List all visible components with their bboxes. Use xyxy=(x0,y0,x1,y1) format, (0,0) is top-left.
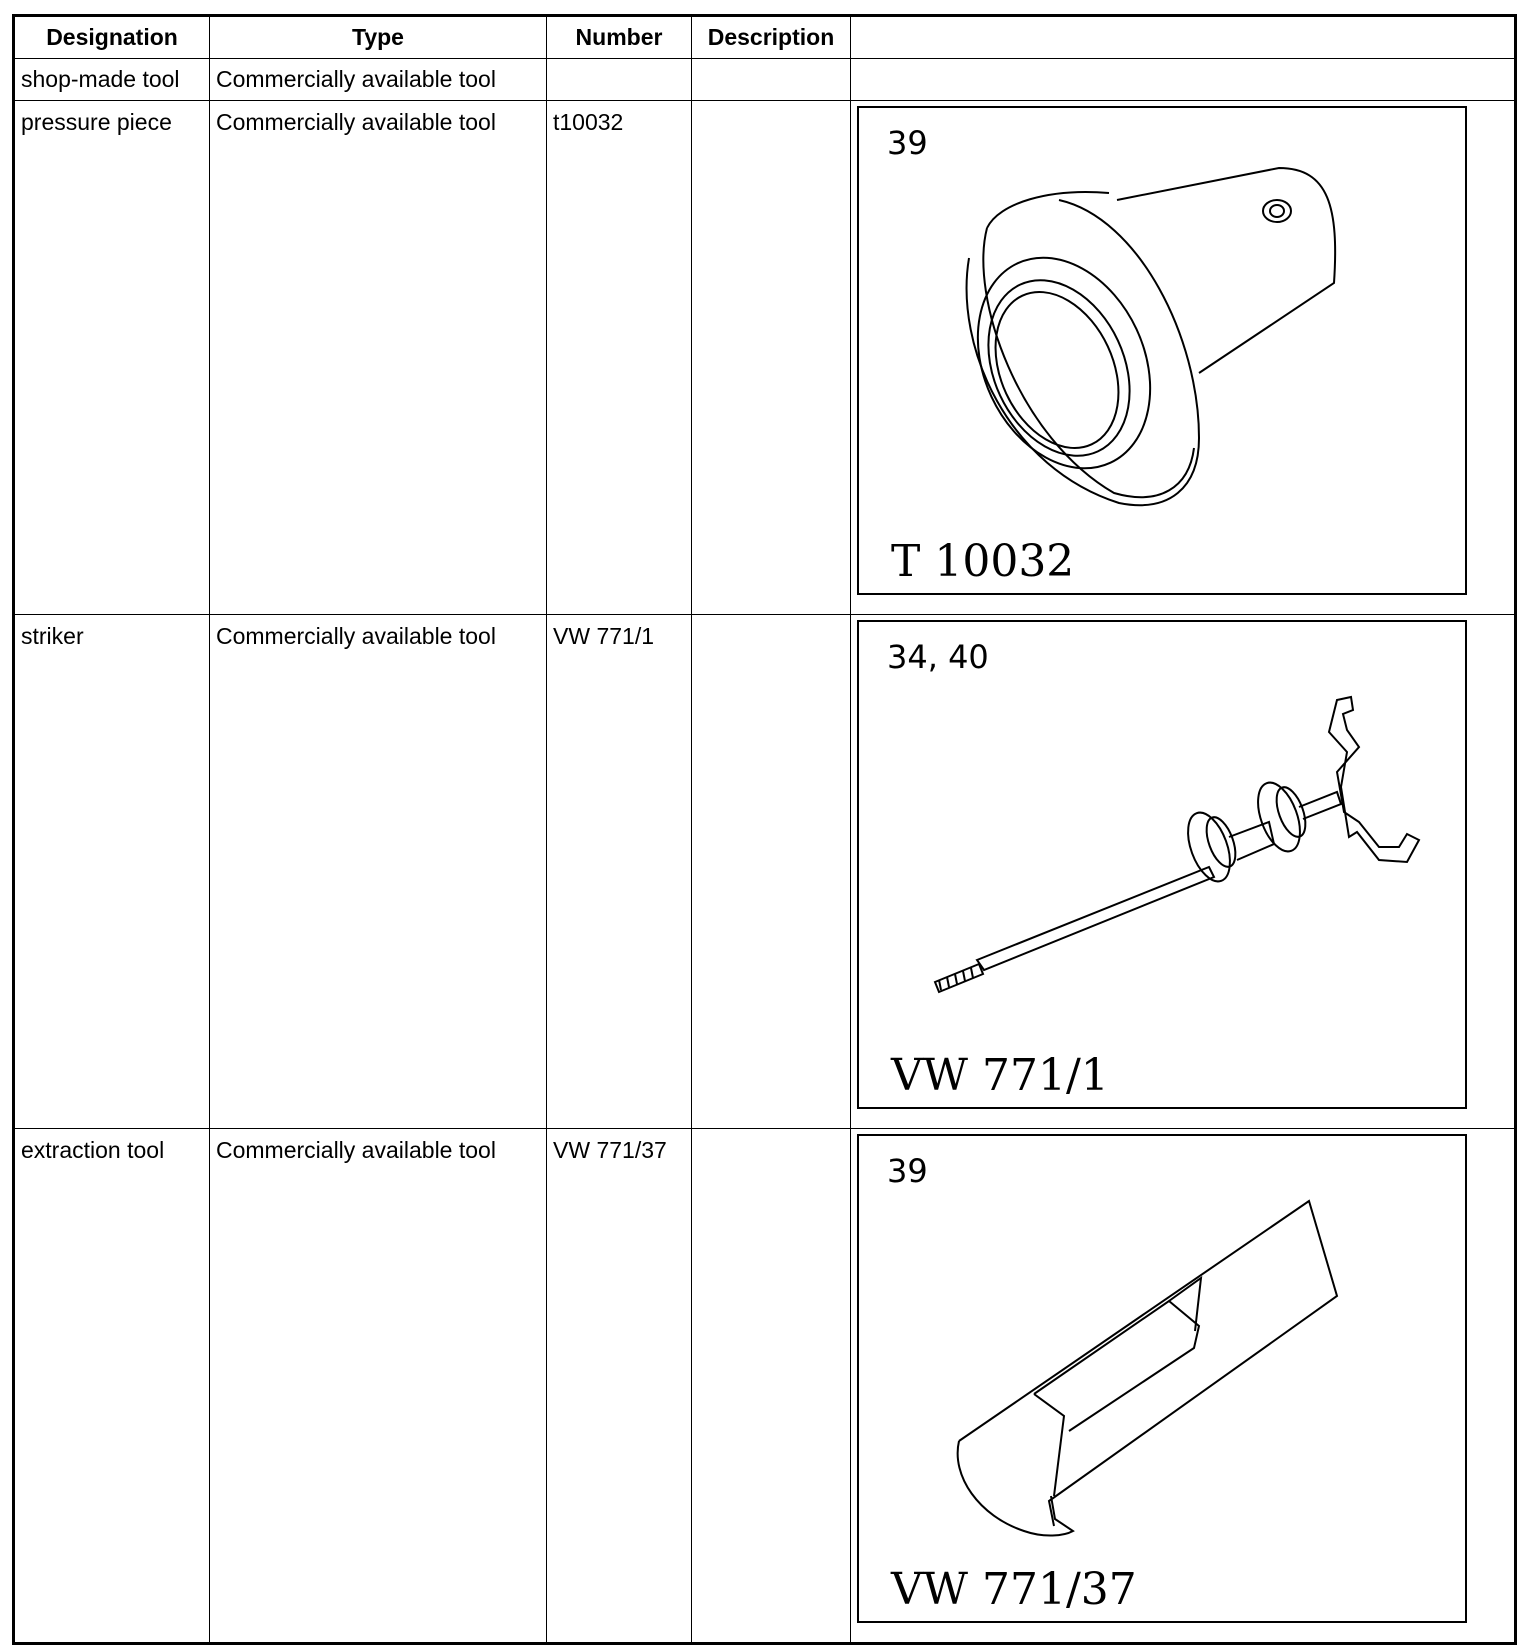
tool-figure xyxy=(857,620,1467,1109)
tool-figure xyxy=(857,106,1467,595)
cell-type: Commercially available tool xyxy=(210,1129,547,1644)
cell-designation: pressure piece xyxy=(14,101,210,615)
figure-bottom-label: VW 771/1 xyxy=(891,1050,1109,1102)
pressure-piece-drawing xyxy=(859,108,1465,593)
cell-figure xyxy=(851,59,1516,101)
cell-description xyxy=(692,615,851,1129)
cell-description xyxy=(692,59,851,101)
table-row xyxy=(14,59,1516,101)
header-designation: Designation xyxy=(14,16,210,59)
table-row xyxy=(14,1129,1516,1644)
cell-type: Commercially available tool xyxy=(210,59,547,101)
extraction-tool-drawing xyxy=(859,1136,1465,1621)
cell-number: VW 771/37 xyxy=(547,1129,692,1644)
cell-figure xyxy=(851,615,1516,1129)
header-row xyxy=(14,16,1516,59)
cell-number xyxy=(547,59,692,101)
header-figure xyxy=(851,16,1516,59)
cell-figure xyxy=(851,1129,1516,1644)
figure-bottom-label: T 10032 xyxy=(891,536,1075,588)
table-row xyxy=(14,101,1516,615)
cell-figure xyxy=(851,101,1516,615)
cell-description xyxy=(692,101,851,615)
header-description: Description xyxy=(692,16,851,59)
tools-table xyxy=(12,14,1517,1645)
cell-number: VW 771/1 xyxy=(547,615,692,1129)
tool-figure xyxy=(857,1134,1467,1623)
figure-top-label: 34, 40 xyxy=(887,638,989,676)
cell-designation: extraction tool xyxy=(14,1129,210,1644)
cell-type: Commercially available tool xyxy=(210,101,547,615)
figure-top-label: 39 xyxy=(887,124,928,162)
figure-bottom-label: VW 771/37 xyxy=(891,1564,1137,1616)
cell-designation: shop-made tool xyxy=(14,59,210,101)
figure-top-label: 39 xyxy=(887,1152,928,1190)
cell-type: Commercially available tool xyxy=(210,615,547,1129)
cell-number: t10032 xyxy=(547,101,692,615)
header-type: Type xyxy=(210,16,547,59)
cell-designation: striker xyxy=(14,615,210,1129)
striker-drawing xyxy=(859,622,1465,1107)
header-number: Number xyxy=(547,16,692,59)
table-row xyxy=(14,615,1516,1129)
cell-description xyxy=(692,1129,851,1644)
